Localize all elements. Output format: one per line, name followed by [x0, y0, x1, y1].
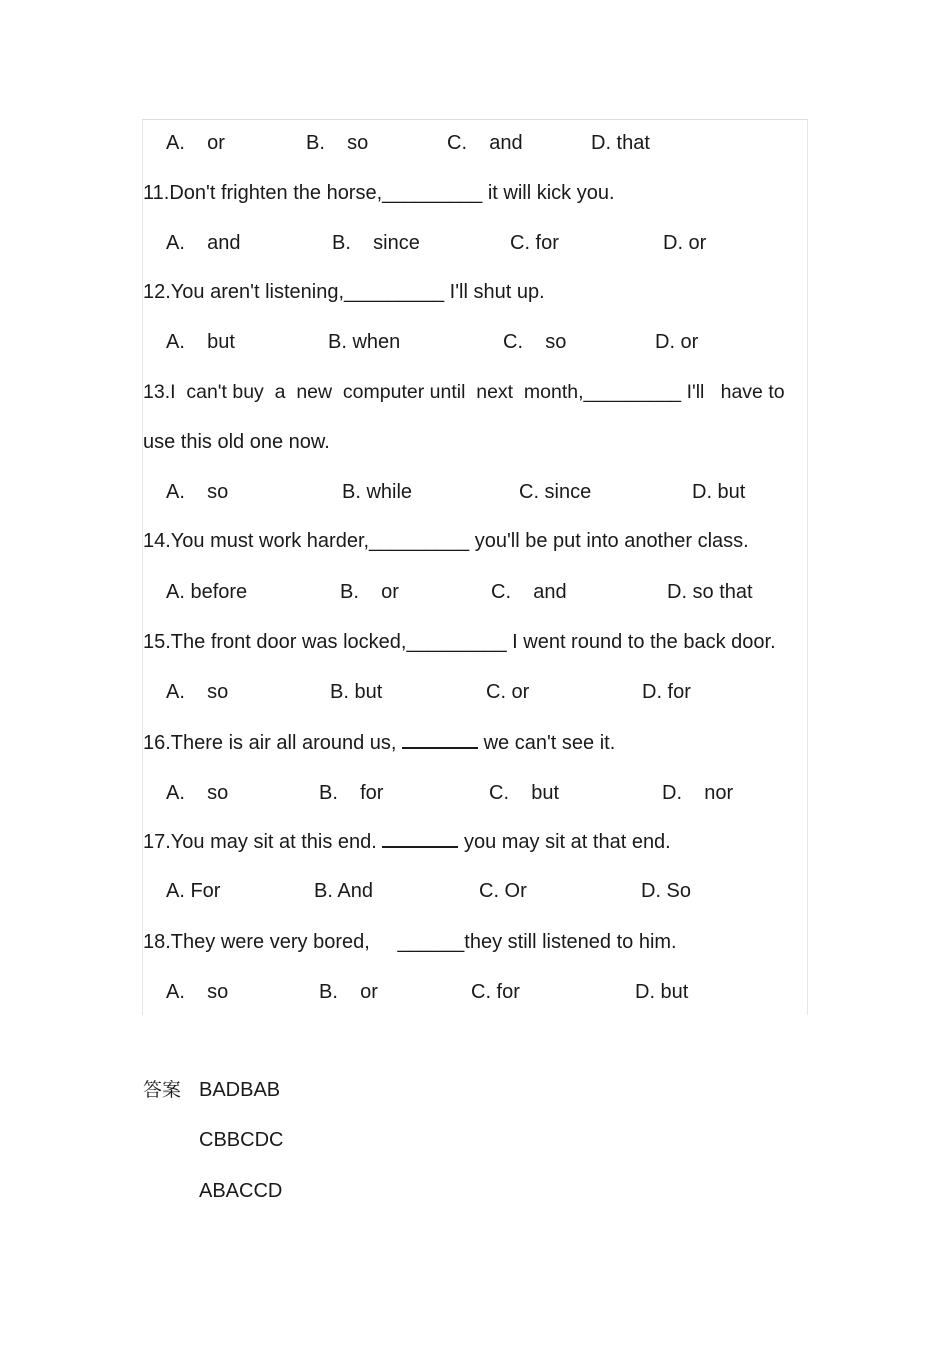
q17-blank	[382, 829, 458, 848]
q18-option-b: B. or	[319, 981, 378, 1003]
q16-option-a: A. so	[166, 782, 229, 804]
q15-option-c: C. or	[486, 681, 530, 703]
q15-option-b: B. but	[330, 681, 383, 703]
q17-option-a: A. For	[166, 880, 221, 902]
question-frame	[142, 119, 808, 1015]
q17-option-c: C. Or	[479, 880, 527, 902]
answer-row-3: ABACCD	[199, 1180, 283, 1202]
q11-text: 11.Don't frighten the horse,_________ it will kick you.	[143, 182, 615, 204]
q10-option-c: C. and	[447, 132, 523, 154]
q13-option-c: C. since	[519, 481, 592, 503]
answer-label: 答案	[143, 1079, 182, 1101]
q15-option-d: D. for	[642, 681, 691, 703]
q14-option-c: C. and	[491, 581, 567, 603]
q11-option-b: B. since	[332, 232, 420, 254]
q17-text-before: 17.You may sit at this end.	[143, 831, 383, 853]
q14-text: 14.You must work harder,_________ you'll be put into another class.	[143, 530, 749, 552]
q16-option-c: C. but	[489, 782, 560, 804]
q16-option-b: B. for	[319, 782, 384, 804]
answer-row-2: CBBCDC	[199, 1129, 284, 1151]
q10-option-b: B. so	[306, 132, 369, 154]
q16-text-before: 16.There is air all around us,	[143, 732, 397, 754]
q14-option-b: B. or	[340, 581, 399, 603]
q13-text-line2: use this old one now.	[143, 431, 330, 453]
q16-blank	[402, 730, 478, 749]
q10-option-a: A. or	[166, 132, 225, 154]
q18-option-c: C. for	[471, 981, 520, 1003]
q11-option-d: D. or	[663, 232, 707, 254]
q12-option-a: A. but	[166, 331, 235, 353]
q12-option-d: D. or	[655, 331, 699, 353]
q14-option-d: D. so that	[667, 581, 753, 603]
q13-text-line1: 13.I can't buy a new computer until next month,_________ I'll have to	[143, 381, 785, 403]
q11-option-c: C. for	[510, 232, 559, 254]
q18-text: 18.They were very bored, ______they still listened to him.	[143, 931, 677, 953]
q17-option-d: D. So	[641, 880, 692, 902]
q17-text-after: you may sit at that end.	[458, 831, 671, 853]
q18-option-d: D. but	[635, 981, 689, 1003]
q17-text	[143, 829, 671, 854]
q17-option-b: B. And	[314, 880, 373, 902]
q15-option-a: A. so	[166, 681, 229, 703]
q13-option-a: A. so	[166, 481, 229, 503]
q16-text	[143, 730, 615, 755]
q13-option-d: D. but	[692, 481, 746, 503]
q12-option-b: B. when	[328, 331, 401, 353]
q11-option-a: A. and	[166, 232, 241, 254]
q13-option-b: B. while	[342, 481, 413, 503]
q12-option-c: C. so	[503, 331, 567, 353]
q16-option-d: D. nor	[662, 782, 734, 804]
q16-text-after: we can't see it.	[478, 732, 616, 754]
q12-text: 12.You aren't listening,_________ I'll shut up.	[143, 281, 545, 303]
q15-text: 15.The front door was locked,_________ I went round to the back door.	[143, 631, 776, 653]
q14-option-a: A. before	[166, 581, 248, 603]
answer-row-1: BADBAB	[199, 1079, 281, 1101]
q10-option-d: D. that	[591, 132, 650, 154]
q18-option-a: A. so	[166, 981, 229, 1003]
